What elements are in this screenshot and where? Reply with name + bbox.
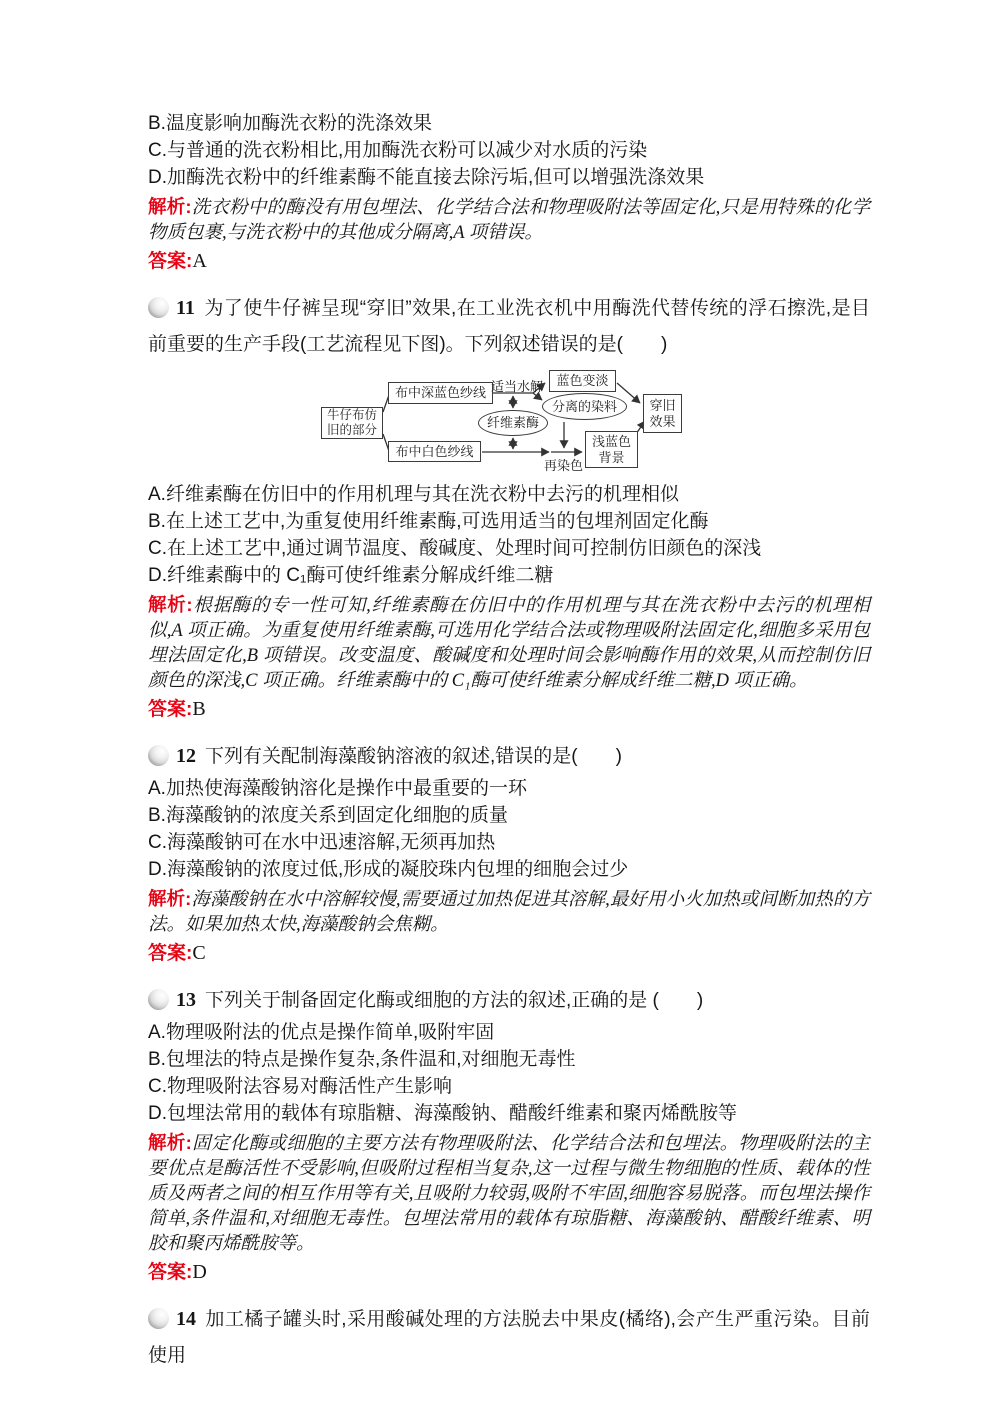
option-line: B.包埋法的特点是操作复杂,条件温和,对细胞无毒性 <box>148 1049 576 1070</box>
analysis-paragraph <box>148 592 870 694</box>
question-number: 13 <box>176 989 196 1011</box>
option-line: D.纤维素酶中的 C₁酶可使纤维素分解成纤维二糖 <box>148 565 554 586</box>
option-line: C.海藻酸钠可在水中迅速溶解,无须再加热 <box>148 832 496 853</box>
option-line: C.物理吸附法容易对酶活性产生影响 <box>148 1076 453 1097</box>
analysis-text: 洗衣粉中的酶没有用包埋法、化学结合法和物理吸附法等固定化,只是用特殊的化学物质包裹,与洗衣粉中的其他成分隔离,A 项错误。 <box>148 198 870 243</box>
node-line: 蓝色变淡 <box>556 373 609 389</box>
answer-letter: C <box>192 942 206 964</box>
analysis-text: 根据酶的专一性可知,纤维素酶在仿旧中的作用机理与其在洗衣粉中去污的机理相似,A 项正确。为重复使用纤维素酶,可选用化学结合法或物理吸附法固定化,细胞多采用包埋法固定化,B 项错误。改变温度、酸碱度和处理时间会影响酶作用的效果,从而控制仿旧颜色的深浅,C 项正确。纤维素酶中的 C₁酶可使纤维素分解成纤维二糖,D 项正确。 <box>148 596 870 691</box>
analysis-label: 解析: <box>148 888 192 909</box>
diagram-node-white-yarn <box>388 441 481 462</box>
question-stem <box>148 1301 870 1374</box>
option-line: D.包埋法常用的载体有琼脂糖、海藻酸钠、醋酸纤维素和聚丙烯酰胺等 <box>148 1103 738 1124</box>
answer-label: 答案: <box>148 1262 193 1283</box>
node-line: 旧的部分 <box>326 423 377 437</box>
diagram-node-cellulase <box>478 410 548 436</box>
analysis-label: 解析: <box>148 594 193 615</box>
node-line: 背景 <box>598 449 625 465</box>
analysis-paragraph <box>148 194 870 246</box>
analysis-paragraph <box>148 886 870 938</box>
option-line: C.在上述工艺中,通过调节温度、酸碱度、处理时间可控制仿旧颜色的深浅 <box>148 538 762 559</box>
node-line: 布中深蓝色纱线 <box>394 385 486 401</box>
diagram-edge-label-hydrolysis: 适当水解 <box>491 379 544 394</box>
question-bullet-icon <box>148 297 169 318</box>
question-11 <box>148 290 870 723</box>
answer-label: 答案: <box>148 699 193 720</box>
analysis-text: 海藻酸钠在水中溶解较慢,需要通过加热促进其溶解,最好用小火加热或间断加热的方法。如果加热太快,海藻酸钠会焦糊。 <box>148 890 870 935</box>
option-line: B.温度影响加酶洗衣粉的洗涤效果 <box>148 113 432 134</box>
question-number: 14 <box>176 1308 196 1330</box>
analysis-label: 解析: <box>148 1132 192 1153</box>
question-stem-text: 加工橘子罐头时,采用酸碱处理的方法脱去中果皮(橘络),会产生严重污染。目前使用 <box>148 1309 870 1366</box>
option-line: D.海藻酸钠的浓度过低,形成的凝胶珠内包埋的细胞会过少 <box>148 859 629 880</box>
option-line: A.纤维素酶在仿旧中的作用机理与其在洗衣粉中去污的机理相似 <box>148 484 679 505</box>
node-line: 牛仔布仿 <box>326 408 377 423</box>
question-stem <box>148 290 870 363</box>
answer-label: 答案: <box>148 943 193 964</box>
process-flow-diagram <box>310 367 702 475</box>
question-bullet-icon <box>148 745 169 766</box>
node-line: 穿旧 <box>649 398 676 414</box>
option-line: C.与普通的洗衣粉相比,用加酶洗衣粉可以减少对水质的污染 <box>148 140 648 161</box>
answer-label: 答案: <box>148 251 193 272</box>
question-stem-text: 下列关于制备固定化酶或细胞的方法的叙述,正确的是 ( ) <box>205 990 704 1011</box>
diagram-edge-label-redye: 再染色 <box>544 458 584 473</box>
node-line: 效果 <box>649 413 676 429</box>
diagram-node-denim-part <box>321 407 383 439</box>
option-line: B.海藻酸钠的浓度关系到固定化细胞的质量 <box>148 805 508 826</box>
option-line: D.加酶洗衣粉中的纤维素酶不能直接去除污垢,但可以增强洗涤效果 <box>148 167 705 188</box>
diagram-node-worn-effect <box>643 394 682 433</box>
question-10-continuation <box>148 110 870 275</box>
question-13 <box>148 982 870 1286</box>
analysis-paragraph <box>148 1130 870 1257</box>
answer-letter: D <box>192 1261 207 1283</box>
question-bullet-icon <box>148 989 169 1010</box>
question-stem-text: 为了使牛仔裤呈现“穿旧”效果,在工业洗衣机中用酶洗代替传统的浮石擦洗,是目前重要的生产手段(工艺流程见下图)。下列叙述错误的是( ) <box>148 298 870 355</box>
answer-line <box>148 1259 870 1286</box>
node-line: 纤维素酶 <box>486 415 539 431</box>
question-stem <box>148 982 870 1019</box>
answer-line <box>148 248 870 275</box>
question-stem <box>148 738 870 775</box>
node-line: 分离的染料 <box>551 398 617 414</box>
option-line: A.加热使海藻酸钠溶化是操作中最重要的一环 <box>148 778 527 799</box>
option-line: B.在上述工艺中,为重复使用纤维素酶,可选用适当的包埋剂固定化酶 <box>148 511 709 532</box>
node-line: 浅蓝色 <box>591 434 631 450</box>
question-14 <box>148 1301 870 1374</box>
question-stem-text: 下列有关配制海藻酸钠溶液的叙述,错误的是( ) <box>205 746 622 767</box>
question-number: 11 <box>176 297 195 319</box>
answer-line <box>148 696 870 723</box>
analysis-text: 固定化酶或细胞的主要方法有物理吸附法、化学结合法和包埋法。物理吸附法的主要优点是酶活性不受影响,但吸附过程相当复杂,这一过程与微生物细胞的性质、载体的性质及两者之间的相互作用等有关,且吸附力较弱,吸附不牢固,细胞容易脱落。而包埋法操作简单,条件温和,对细胞无毒性。包埋法常用的载体有琼脂糖、海藻酸钠、醋酸纤维素、明胶和聚丙烯酰胺等。 <box>148 1134 870 1254</box>
question-number: 12 <box>176 745 196 767</box>
node-line: 布中白色纱线 <box>395 443 474 459</box>
diagram-node-separated-dye <box>542 393 627 420</box>
answer-line <box>148 940 870 967</box>
analysis-label: 解析: <box>148 196 192 217</box>
question-bullet-icon <box>148 1308 169 1329</box>
answer-letter: B <box>192 698 206 720</box>
diagram-node-dark-blue-yarn <box>388 382 493 404</box>
diagram-node-blue-fades <box>549 370 616 392</box>
question-12 <box>148 738 870 967</box>
diagram-node-light-blue-background <box>585 431 638 468</box>
answer-letter: A <box>192 250 207 272</box>
option-line: A.物理吸附法的优点是操作简单,吸附牢固 <box>148 1022 495 1043</box>
